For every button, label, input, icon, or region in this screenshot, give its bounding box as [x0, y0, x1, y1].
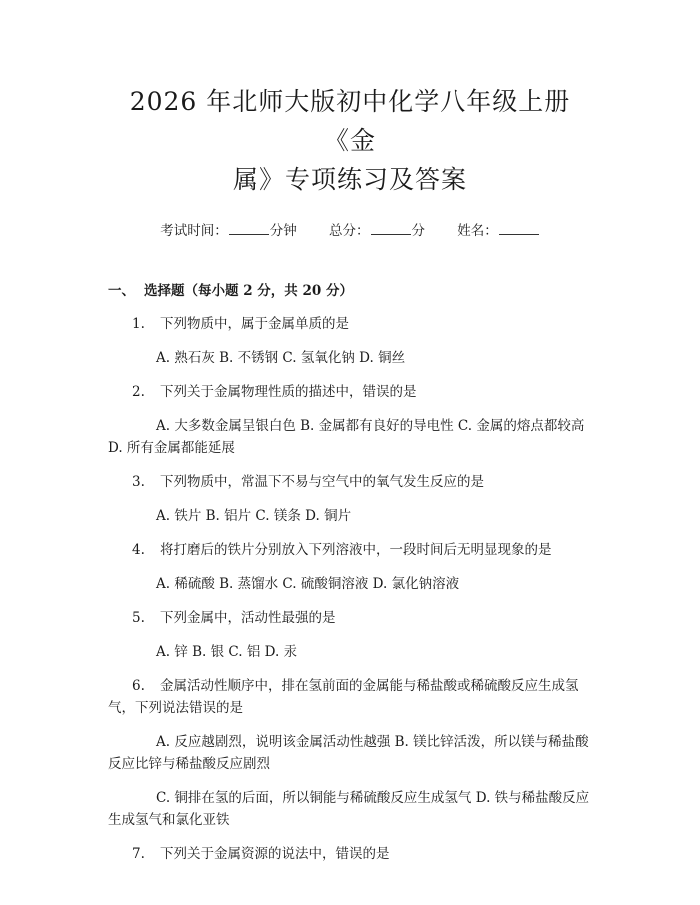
student-name-label: 姓名： [457, 223, 498, 239]
question-number: 5. [132, 610, 145, 626]
question-3 [108, 471, 592, 493]
question-4-options: A. 稀硫酸 B. 蒸馏水 C. 硫酸铜溶液 D. 氯化钠溶液 [156, 576, 460, 592]
question-5 [108, 607, 592, 629]
question-text: 下列关于金属资源的说法中，错误的是 [160, 846, 390, 862]
question-2 [108, 381, 592, 403]
question-5-options: A. 锌 B. 银 C. 铝 D. 汞 [156, 644, 298, 660]
exam-time-unit: 分钟 [269, 223, 297, 239]
exam-time-blank [229, 222, 269, 235]
question-number: 7. [132, 846, 145, 862]
section-heading [108, 281, 592, 301]
document-title [108, 82, 592, 199]
question-1 [108, 313, 592, 335]
question-3-options: A. 铁片 B. 铝片 C. 镁条 D. 铜片 [156, 508, 352, 524]
question-2-options: A. 大多数金属呈银白色 B. 金属都有良好的导电性 C. 金属的熔点都较高 D. 所有金属都能延展 [108, 418, 585, 456]
section-title: 选择题（每小题 2 分，共 20 分） [144, 283, 353, 299]
title-line-1: 2026 年北师大版初中化学八年级上册《金 [129, 87, 571, 155]
section-number: 一、 [108, 283, 135, 299]
exam-time-label: 考试时间： [160, 223, 228, 239]
total-score-unit: 分 [411, 223, 425, 239]
question-number: 6. [132, 678, 145, 694]
question-number: 2. [132, 384, 145, 400]
student-name-blank [499, 222, 539, 235]
question-text: 下列关于金属物理性质的描述中，错误的是 [160, 384, 417, 400]
question-text: 将打磨后的铁片分别放入下列溶液中，一段时间后无明显现象的是 [160, 542, 552, 558]
question-6-options-cd: C. 铜排在氢的后面，所以铜能与稀硫酸反应生成氢气 D. 铁与稀盐酸反应生成氢气和氯化亚铁 [108, 790, 590, 828]
question-text: 下列物质中，常温下不易与空气中的氧气发生反应的是 [160, 474, 484, 490]
exam-time [160, 221, 297, 241]
question-6-options-ab: A. 反应越剧烈，说明该金属活动性越强 B. 镁比锌活泼，所以镁与稀盐酸反应比锌与稀盐酸反应剧烈 [108, 734, 589, 772]
question-1-options: A. 熟石灰 B. 不锈钢 C. 氢氧化钠 D. 铜丝 [156, 350, 406, 366]
question-text: 金属活动性顺序中，排在氢前面的金属能与稀盐酸或稀硫酸反应生成氢气，下列说法错误的是 [108, 678, 579, 716]
question-list [108, 313, 592, 865]
question-number: 3. [132, 474, 145, 490]
question-text: 下列物质中，属于金属单质的是 [160, 316, 349, 332]
total-score-blank [371, 222, 411, 235]
question-number: 1. [132, 316, 145, 332]
question-6 [108, 675, 592, 719]
total-score [329, 221, 425, 241]
title-line-2: 属》专项练习及答案 [232, 165, 467, 194]
question-4 [108, 539, 592, 561]
question-text: 下列金属中，活动性最强的是 [160, 610, 336, 626]
question-7 [108, 843, 592, 865]
question-number: 4. [132, 542, 145, 558]
student-name [457, 221, 540, 241]
exam-info [108, 221, 592, 241]
total-score-label: 总分： [329, 223, 370, 239]
